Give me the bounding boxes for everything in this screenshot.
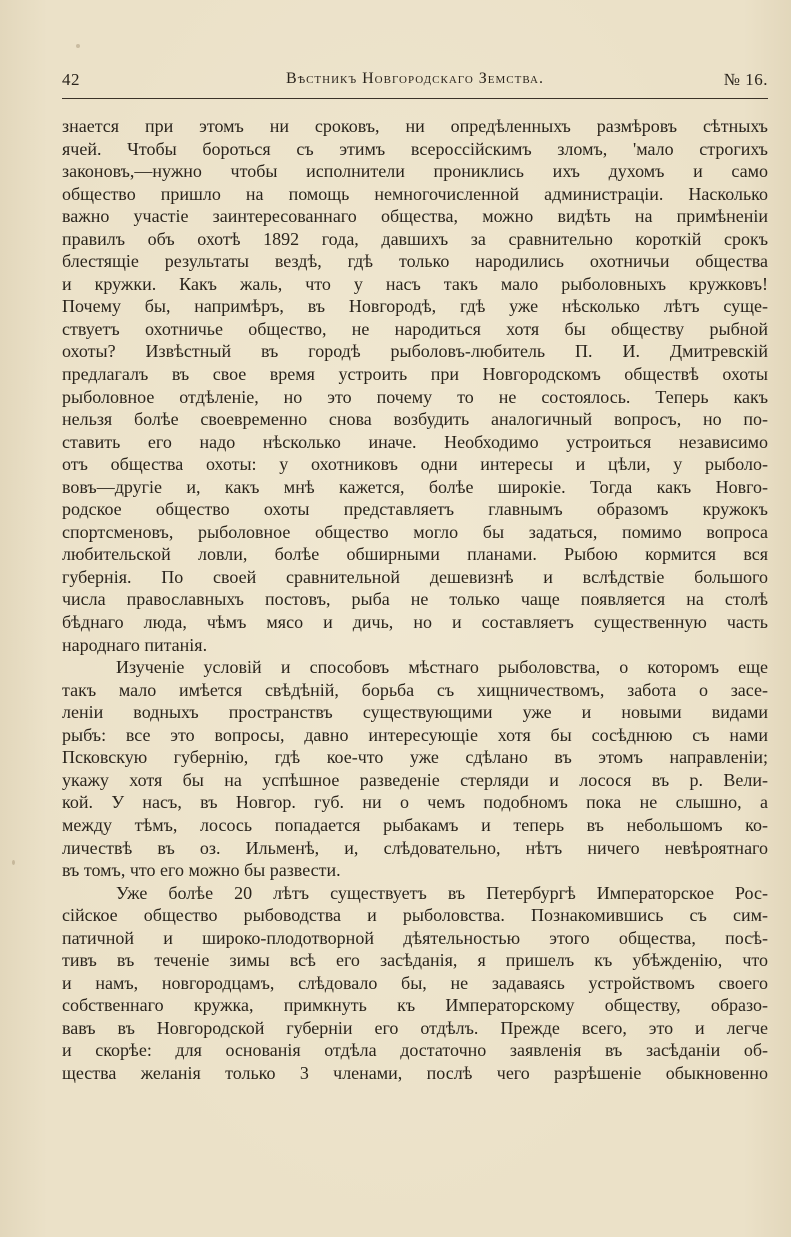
- text-line: рыболовное отдѣленіе, но это почему то не состоялось. Теперь какъ: [62, 386, 768, 407]
- text-line: предлагалъ въ свое время устроить при Новгородскомъ обществѣ охоты: [62, 364, 768, 385]
- text-line: Изученіе условій и способовъ мѣстнаго рыболовства, о которомъ еще: [116, 657, 768, 678]
- text-line: Почему бы, напримѣръ, въ Новгородѣ, гдѣ уже нѣсколько лѣтъ суще-: [62, 296, 768, 317]
- text-line: и намъ, новгородцамъ, слѣдовало бы, не задаваясь устройствомъ своего: [62, 972, 768, 993]
- text-line: губернія. По своей сравнительной дешевизнѣ и вслѣдствіе большого: [62, 566, 768, 587]
- text-line: вавъ въ Новгородской губерніи его отдѣлъ. Прежде всего, это и легче: [62, 1017, 768, 1038]
- text-line: блестящіе результаты вездѣ, гдѣ только народились охотничьи общества: [62, 251, 768, 272]
- text-line: рыбъ: все это вопросы, давно интересующіе хотя бы сосѣднюю съ нами: [62, 724, 768, 745]
- text-line: укажу хотя бы на успѣшное разведеніе стерляди и лосося въ р. Вели-: [62, 769, 768, 790]
- text-line: народнаго питанія.: [62, 634, 208, 655]
- text-line: и кружки. Какъ жаль, что у насъ такъ мало рыболовныхъ кружковъ!: [62, 273, 768, 294]
- text-line: личествѣ въ оз. Ильменѣ, и, слѣдовательно, нѣтъ ничего невѣроятнаго: [62, 837, 768, 858]
- text-line: бѣднаго люда, чѣмъ мясо и дичь, но и составляетъ существенную часть: [62, 612, 768, 633]
- text-line: общество пришло на помощь немногочисленной администраціи. Насколько: [62, 183, 768, 204]
- text-line: леніи водныхъ пространствъ существующими уже и новыми видами: [62, 702, 768, 723]
- page-header: [62, 70, 768, 94]
- text-line: правилъ объ охотѣ 1892 года, давшихъ за сравнительно короткій срокъ: [62, 228, 768, 249]
- text-line: нельзя болѣе своевременно снова возбудить аналогичный вопросъ, но по-: [62, 409, 768, 430]
- text-line: и скорѣе: для основанія отдѣла достаточно заявленія въ засѣданіи об-: [62, 1040, 768, 1061]
- header-rule: [62, 98, 768, 99]
- text-line: любительской ловли, болѣе обширными планами. Рыбою кормится вся: [62, 544, 768, 565]
- text-line: знается при этомъ ни сроковъ, ни опредѣленныхъ размѣровъ сѣтныхъ: [62, 116, 768, 136]
- text-line: патичной и широко-плодотворной дѣятельностью этого общества, посѣ-: [62, 927, 768, 948]
- paper-speck: [12, 860, 15, 865]
- text-line: Уже болѣе 20 лѣтъ существуетъ въ Петербургѣ Императорское Рос-: [116, 882, 768, 903]
- text-line: кой. У насъ, въ Новгор. губ. ни о чемъ подобномъ пока не слышно, а: [62, 792, 768, 813]
- text-line: сійское общество рыбоводства и рыболовства. Познакомившись съ сим-: [62, 905, 768, 926]
- issue-number: № 16.: [723, 70, 768, 89]
- text-line: отъ общества охоты: у охотниковъ одни интересы и цѣли, у рыболо-: [62, 454, 768, 475]
- text-line: щества желанія только 3 членами, послѣ чего разрѣшеніе обыкновенно: [62, 1062, 768, 1083]
- text-line: между тѣмъ, лосось попадается рыбакамъ и теперь въ небольшомъ ко-: [62, 814, 768, 835]
- text-line: спортсменовъ, рыболовное общество могло бы задаться, помимо вопроса: [62, 521, 768, 542]
- body-text: [62, 115, 768, 1085]
- text-line: вовъ—другіе и, какъ мнѣ кажется, болѣе широкіе. Тогда какъ Новго-: [62, 476, 768, 497]
- text-line: важно участіе заинтересованнаго общества, можно видѣть на примѣненіи: [62, 206, 768, 227]
- running-title: Вѣстникъ Новгородскаго Земства.: [286, 70, 544, 87]
- text-line: тивъ въ теченіе зимы всѣ его засѣданія, я пришелъ къ убѣжденію, что: [62, 950, 768, 971]
- text-line: родское общество охоты представляетъ главнымъ образомъ кружокъ: [62, 499, 768, 520]
- page-number: 42: [62, 70, 80, 89]
- text-line: собственнаго кружка, примкнуть къ Императорскому обществу, образо-: [62, 995, 768, 1016]
- paper-speck: [76, 44, 80, 48]
- text-line: ствуетъ охотничье общество, не народиться хотя бы обществу рыбной: [62, 318, 768, 339]
- text-line: охоты? Извѣстный въ городѣ рыболовъ-любитель П. И. Дмитревскій: [62, 341, 768, 362]
- text-line: числа православныхъ постовъ, рыба не только чаще появляется на столѣ: [62, 589, 768, 610]
- text-line: въ томъ, что его можно бы развести.: [62, 860, 341, 881]
- text-line: ставить его надо нѣсколько иначе. Необходимо устроиться независимо: [62, 431, 768, 452]
- text-line: Псковскую губернію, гдѣ кое-что уже сдѣлано въ этомъ направленіи;: [62, 747, 768, 768]
- text-line: такъ мало имѣется свѣдѣній, борьба съ хищничествомъ, забота о засе-: [62, 679, 768, 700]
- text-line: ячей. Чтобы бороться съ этимъ всероссійскимъ зломъ, 'мало строгихъ: [62, 138, 768, 159]
- text-line: законовъ,—нужно чтобы исполнители прониклись ихъ духомъ и само: [62, 161, 768, 182]
